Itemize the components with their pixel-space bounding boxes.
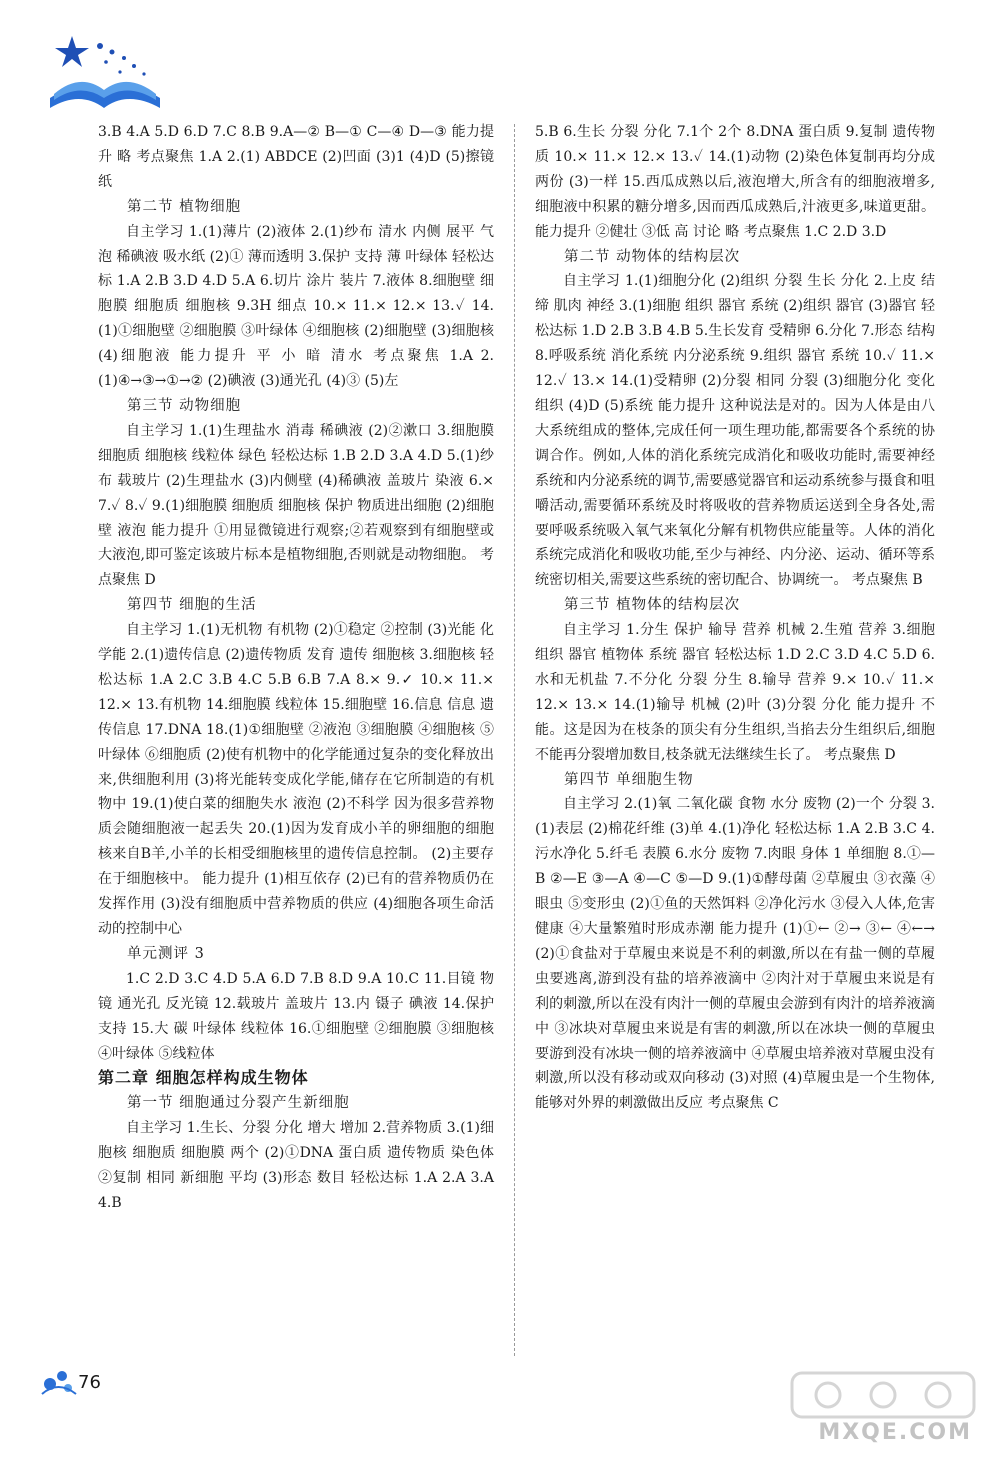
- section-heading: 第一节 细胞通过分裂产生新细胞: [127, 1095, 350, 1112]
- answer-paragraph: 自主学习 1.分生 保护 输导 营养 机械 2.生殖 营养 3.细胞 组织 器官 植物体 系统 器官 轻松达标 1.D 2.C 3.D 4.C 5.D 6.水和无机盐 7.不分化 分裂 分生 8.输导 营养 9.× 10.✓ 11.× 12.× 13.× 14.(1)输导 机械 (2)叶 (3)分裂 分化 能力提升 不能。这是因为在枝条的顶尖有分生组织,当掐去分生组织后,细胞不能再分裂增加数目,枝条就无法继续生长了。 考点聚焦 D: [535, 622, 935, 763]
- section-heading: 第三节 动物细胞: [127, 397, 242, 414]
- section-heading: 第四节 细胞的生活: [127, 597, 257, 614]
- answer-paragraph: 5.B 6.生长 分裂 分化 7.1个 2个 8.DNA 蛋白质 9.复制 遗传物质 10.× 11.× 12.× 13.✓ 14.(1)动物 (2)染色体复制再均分成两份 (3)一样 15.西瓜成熟以后,液泡增大,所含有的细胞液增多,细胞液中积累的糖分增多,因而西瓜成熟后,汁液更多,味道更甜。 能力提升 ②健壮 ③低 高 讨论 略 考点聚焦 1.C 2.D 3.D: [535, 124, 935, 240]
- left-column: [98, 120, 494, 1216]
- section-heading: 第二节 植物细胞: [127, 198, 242, 215]
- answer-paragraph: 自主学习 1.(1)细胞分化 (2)组织 分裂 生长 分化 2.上皮 结缔 肌肉 神经 3.(1)细胞 组织 器官 系统 (2)组织 器官 (3)器官 轻松达标 1.D 2.B 3.B 4.B 5.生长发育 受精卵 6.分化 7.形态 结构 8.呼吸系统 消化系统 内分泌系统 9.组织 器官 系统 10.✓ 11.× 12.✓ 13.× 14.(1)受精卵 (2)分裂 相同 分裂 (3)细胞分化 变化 组织 (4)D (5)系统 能力提升 这种说法是对的。因为人体是由八大系统组成的整体,完成任何一项生理功能,都需要各个系统的协调合作。例如,人体的消化系统完成消化和吸收功能时,需要神经系统和内分泌系统的调节,需要感觉器官和运动系统参与摄食和咀嚼活动,需要循环系统及时将吸收的营养物质运送到全身各处,需要呼吸系统吸入氧气来氧化分解有机物供应能量等。人体的消化系统完成消化和吸收功能,至少与神经、内分泌、运动、循环等系统密切相关,需要这些系统的密切配合、协调统一。 考点聚焦 B: [535, 273, 935, 589]
- section-heading: 第二节 动物体的结构层次: [564, 248, 741, 265]
- section-heading: 第四节 单细胞生物: [564, 771, 694, 788]
- answer-paragraph: 自主学习 2.(1)氧 二氧化碳 食物 水分 废物 (2)一个 分裂 3.(1)表层 (2)棉花纤维 (3)单 4.(1)净化 轻松达标 1.A 2.B 3.C 4.污水净化 5.纤毛 表膜 6.水分 废物 7.肉眼 身体 1 单细胞 8.①—B ②—E ③—A ④—C ⑤—D 9.(1)①酵母菌 ②草履虫 ③衣藻 ④眼虫 ⑤变形虫 (2)①鱼的天然饵料 ②净化污水 ③侵入人体,危害健康 ④大量繁殖时形成赤潮 能力提升 (1)①← ②→ ③← ④←→ (2)①食盐对于草履虫来说是不利的刺激,所以在有盐一侧的草履虫要逃离,游到没有盐的培养液滴中 ②肉汁对于草履虫来说是有利的刺激,所以在没有肉汁一侧的草履虫会游到有肉汁的培养液滴中 ③冰块对草履虫来说是有害的刺激,所以在冰块一侧的草履虫要游到没有冰块一侧的培养液滴中 ④草履虫培养液对草履虫没有刺激,所以没有移动或双向移动 (3)对照 (4)草履虫是一个生物体,能够对外界的刺激做出反应 考点聚焦 C: [535, 796, 935, 1112]
- answer-paragraph: 1.C 2.D 3.C 4.D 5.A 6.D 7.B 8.D 9.A 10.C 11.目镜 物镜 通光孔 反光镜 12.载玻片 盖玻片 13.内 镊子 碘液 14.保护 支持 15.大 碳 叶绿体 线粒体 16.①细胞壁 ②细胞膜 ③细胞核 ④叶绿体 ⑤线粒体: [98, 970, 494, 1062]
- watermark-text: MXQE.COM: [818, 1420, 972, 1445]
- flower-decoration-icon: [38, 1360, 80, 1398]
- right-column: [535, 120, 935, 1116]
- answer-paragraph: 自主学习 1.(1)薄片 (2)液体 2.(1)纱布 清水 内侧 展平 气泡 稀碘液 吸水纸 (2)① 薄而透明 3.保护 支持 薄 叶绿体 轻松达标 1.A 2.B 3.D 4.D 5.A 6.切片 涂片 装片 7.液体 8.细胞壁 细胞膜 细胞质 细胞核 9.3H 细点 10.× 11.× 12.× 13.✓ 14.(1)①细胞壁 ②细胞膜 ③叶绿体 ④细胞核 (2)细胞壁 (3)细胞核 (4)细胞液 能力提升 平 小 暗 清水 考点聚焦 1.A 2.(1)④→③→①→② (2)碘液 (3)通光孔 (4)③ (5)左: [98, 223, 494, 390]
- answer-paragraph: 自主学习 1.生长、分裂 分化 增大 增加 2.营养物质 3.(1)细胞核 细胞质 细胞膜 两个 (2)①DNA 蛋白质 遗传物质 染色体 ②复制 相同 新细胞 平均 (3)形态 数目 轻松达标 1.A 2.A 3.A 4.B: [98, 1120, 494, 1211]
- page-number: 76: [78, 1372, 101, 1393]
- answer-paragraph: 3.B 4.A 5.D 6.D 7.C 8.B 9.A—② B—① C—④ D—③ 能力提升 略 考点聚焦 1.A 2.(1) ABDCE (2)凹面 (3)1 (4)D (5)擦镜纸: [98, 124, 494, 190]
- unit-heading: 单元测评 3: [127, 945, 205, 962]
- section-heading: 第三节 植物体的结构层次: [564, 597, 741, 614]
- book-stars-logo-icon: [40, 28, 170, 118]
- column-divider: [514, 124, 515, 1356]
- answer-paragraph: 自主学习 1.(1)无机物 有机物 (2)①稳定 ②控制 (3)光能 化学能 2.(1)遗传信息 (2)遗传物质 发育 遗传 细胞核 3.细胞核 轻松达标 1.A 2.C 3.B 4.C 5.B 6.B 7.A 8.× 9.✓ 10.× 11.× 12.× 13.有机物 14.细胞膜 线粒体 15.细胞壁 16.信息 信息 遗传信息 17.DNA 18.(1)①细胞壁 ②液泡 ③细胞膜 ④细胞核 ⑤叶绿体 ⑥细胞质 (2)使有机物中的化学能通过复杂的变化释放出来,供细胞利用 (3)将光能转变成化学能,储存在它所制造的有机物中 19.(1)使白菜的细胞失水 液泡 (2)不科学 因为很多营养物质会随细胞液一起丢失 20.(1)因为发育成小羊的卵细胞的细胞核来自B羊,小羊的长相受细胞核里的遗传信息控制。 (2)主要存在于细胞核中。 能力提升 (1)相互依存 (2)已有的营养物质仍在发挥作用 (3)没有细胞质中营养物质的供应 (4)细胞各项生命活动的控制中心: [98, 622, 494, 937]
- chapter-heading: 第二章 细胞怎样构成生物体: [98, 1068, 309, 1088]
- answer-paragraph: 自主学习 1.(1)生理盐水 消毒 稀碘液 (2)②漱口 3.细胞膜 细胞质 细胞核 线粒体 绿色 轻松达标 1.B 2.D 3.A 4.D 5.(1)纱布 载玻片 (2)生理盐水 (3)内侧壁 (4)稀碘液 盖玻片 染液 6.× 7.✓ 8.✓ 9.(1)细胞膜 细胞质 细胞核 保护 物质进出细胞 (2)细胞壁 液泡 能力提升 ①用显微镜进行观察;②若观察到有细胞壁或大液泡,即可鉴定该玻片标本是植物细胞,否则就是动物细胞。 考点聚焦 D: [98, 422, 494, 589]
